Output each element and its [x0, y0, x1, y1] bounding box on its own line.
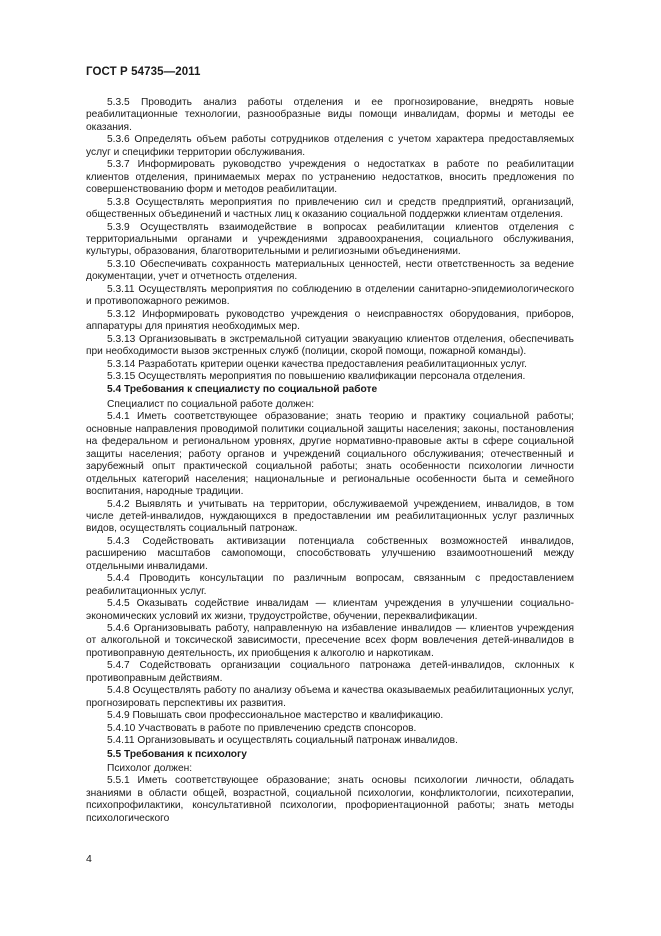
- paragraph-5-3-6: 5.3.6 Определять объем работы сотрудников отделения с учетом характера предоставляемых услуг и специфики территории обслуживания.: [86, 134, 574, 158]
- paragraph-5-3-9: 5.3.9 Осуществлять взаимодействие в вопросах реабилитации клиентов отделения с территориальными органами и учреждениями здравоохранения, социального обслуживания, культуры, образования, благотворительными и религиозными объединениями.: [86, 221, 574, 258]
- paragraph-5-3-13: 5.3.13 Организовывать в экстремальной ситуации эвакуацию клиентов отделения, обеспечивать при необходимости вызов экстренных служб (полиции, скорой помощи, пожарной команды).: [86, 333, 574, 358]
- paragraph-5-4-11: 5.4.11 Организовывать и осуществлять социальный патронаж инвалидов.: [107, 735, 458, 747]
- paragraph-5-5-intro: Психолог должен:: [107, 763, 193, 775]
- paragraph-5-5-1: 5.5.1 Иметь соответствующее образование; знать основы психологии личности, обладать знаниями в области общей, возрастной, социальной психологии, конфликтологии, психотерапии, психопрофилактики, консультативной психологии, профориентационной работы; знать методы психологического: [86, 775, 574, 824]
- paragraph-5-4-4: 5.4.4 Проводить консультации по различным вопросам, связанным с предоставлением реабилитационных услуг.: [86, 573, 574, 597]
- section-heading-5-5: 5.5 Требования к психологу: [107, 748, 247, 760]
- paragraph-5-4-8: 5.4.8 Осуществлять работу по анализу объема и качества оказываемых реабилитационных услуг, прогнозировать перспективы их развития.: [86, 685, 574, 709]
- paragraph-5-4-6: 5.4.6 Организовывать работу, направленную на избавление инвалидов — клиентов учреждения от алкогольной и токсической зависимости, пресечение всех форм вовлечения детей-инвалидов в противоправную деятельность, их приобщения к алкоголю и наркотикам.: [86, 623, 574, 659]
- paragraph-5-3-10: 5.3.10 Обеспечивать сохранность материальных ценностей, нести ответственность за ведение документации, учет и отчетность отделения.: [86, 258, 574, 283]
- paragraph-5-3-7: 5.3.7 Информировать руководство учреждения о недостатках в работе по реабилитации клиентов отделения, принимаемых мерах по устранению недостатков, вносить предложения по совершенствованию форм и методов реабилитации.: [86, 159, 574, 196]
- paragraph-5-4-2: 5.4.2 Выявлять и учитывать на территории, обслуживаемой учреждением, инвалидов, в том числе детей-инвалидов, нуждающихся в предоставлении им реабилитационных услуг различных видов, осуществлять социальный патронаж.: [86, 498, 574, 535]
- document-body: [86, 97, 574, 825]
- page-number: 4: [86, 853, 92, 865]
- paragraph-5-3-5: 5.3.5 Проводить анализ работы отделения и ее прогнозирование, внедрять новые реабилитационные технологии, разнообразные виды помощи инвалидам, формы и методы ее оказания.: [86, 97, 574, 133]
- paragraph-5-3-8: 5.3.8 Осуществлять мероприятия по привлечению сил и средств предприятий, организаций, общественных объединений и частных лиц к оказанию социальной поддержки клиентам отделения.: [86, 196, 574, 221]
- standard-header: ГОСТ Р 54735—2011: [86, 66, 201, 78]
- paragraph-5-4-intro: Специалист по социальной работе должен:: [107, 398, 315, 410]
- section-heading-5-4: 5.4 Требования к специалисту по социальной работе: [107, 384, 378, 396]
- paragraph-5-4-3: 5.4.3 Содействовать активизации потенциала собственных возможностей инвалидов, расширению масштабов самопомощи, способствовать улучшению взаимоотношений между отдельными инвалидами.: [86, 535, 574, 572]
- paragraph-5-3-15: 5.3.15 Осуществлять мероприятия по повышению квалификации персонала отделения.: [107, 370, 526, 382]
- paragraph-5-4-7: 5.4.7 Содействовать организации социального патронажа детей-инвалидов, склонных к противоправным действиям.: [86, 660, 574, 684]
- paragraph-5-4-9: 5.4.9 Повышать свои профессиональное мастерство и квалификацию.: [107, 710, 444, 722]
- paragraph-5-4-10: 5.4.10 Участвовать в работе по привлечению средств спонсоров.: [107, 722, 417, 734]
- paragraph-5-4-1: 5.4.1 Иметь соответствующее образование; знать теорию и практику социальной работы; основные направления проводимой политики социальной защиты населения; законы, постановления на федеральном и региональном уровнях, другие нормативно-правовые акты в сфере социальной защиты населения; работу органов и учреждений социального обслуживания; отечественный и зарубежный опыт практической социальной работы; знать особенности психологии личности отдельных категорий населения; национальные и региональные особенности быта и семейного воспитания, народные традиции.: [86, 411, 574, 498]
- paragraph-5-3-11: 5.3.11 Осуществлять мероприятия по соблюдению в отделении санитарно-эпидемиологического и противопожарного режимов.: [86, 283, 574, 308]
- paragraph-5-4-5: 5.4.5 Оказывать содействие инвалидам — клиентам учреждения в улучшении социально-экономических условий их жизни, трудоустройстве, обучении, переквалификации.: [86, 598, 574, 622]
- paragraph-5-3-14: 5.3.14 Разработать критерии оценки качества предоставления реабилитационных услуг.: [107, 358, 527, 370]
- paragraph-5-3-12: 5.3.12 Информировать руководство учреждения о неисправностях оборудования, приборов, аппаратуры для принятия необходимых мер.: [86, 308, 574, 333]
